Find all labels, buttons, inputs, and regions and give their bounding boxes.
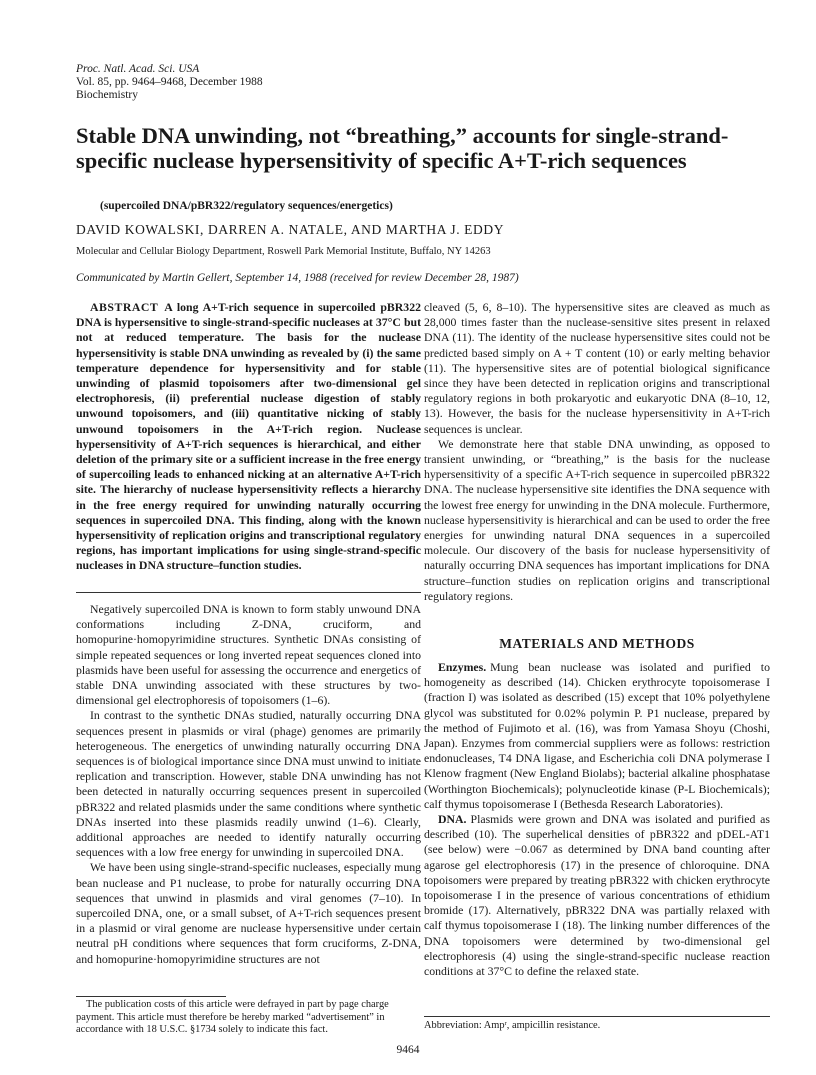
- body-paragraph: We demonstrate here that stable DNA unwinding, as opposed to transient unwinding, or “breathing,” is the basis for the nuclease hypersensitivity of a specific A+T-rich sequence in supercoiled pBR322 DNA. The nuclease hypersensitive site identifies the DNA sequence with the lowest free energy for unwinding in the DNA molecule. Furthermore, nuclease hypersensitivity is hierarchical and can be used to order the free energies for unwinding natural DNA sequences in a supercoiled molecule. Our discovery of the basis for nuclease hypersensitivity of naturally occurring DNA sequences has important implications for DNA structure–function studies on replication origins and transcriptional regulatory regions.: [424, 436, 770, 603]
- article-title: Stable DNA unwinding, not “breathing,” accounts for single-strand-specific nuclease hypersensitivity of specific A+T-rich sequences: [76, 123, 729, 173]
- page-number: 9464: [396, 1044, 420, 1056]
- intro-paragraph: In contrast to the synthetic DNAs studied, naturally occurring DNA sequences present in plasmids or viral (phage) genomes are primarily heterogeneous. The energetics of unwinding naturally occurring DNA sequences is of biological importance since DNA must unwind to initiate replication and transcription. However, stable DNA unwinding has not been detected in naturally occurring sequences present in supercoiled pBR322 and related plasmids under the same conditions where synthetic DNAs inserted into these plasmids readily unwind (1–6). Clearly, additional approaches are needed to identify naturally occurring sequences with a low free energy for unwinding in supercoiled DNA.: [76, 708, 421, 860]
- methods-paragraph: [424, 660, 770, 812]
- methods-label: DNA.: [438, 812, 467, 827]
- authors: DAVID KOWALSKI, DARREN A. NATALE, AND MARTHA J. EDDY: [76, 222, 505, 237]
- intro-continued: [424, 300, 770, 604]
- methods-label: Enzymes.: [438, 660, 487, 674]
- methods-section: [424, 660, 770, 979]
- methods-paragraph: [424, 812, 770, 979]
- footnote: [76, 999, 421, 1037]
- journal-section: Biochemistry: [76, 89, 138, 101]
- methods-text: Plasmids were grown and DNA was isolated and purified as described (10). The superhelical densities of pBR322 and pDEL-AT1 (see below) were −0.067 as determined by DNA band counting after agarose gel electrophoresis (17) in the presence of chloroquine. DNA topoisomers were prepared by treating pBR322 with chicken erythrocyte topoisomerase I in the presence of various concentrations of ethidium bromide (17). Alternatively, pBR322 DNA was partially relaxed with calf thymus topoisomerase I (18). The linking number differences of the DNA topoisomers were determined by two-dimensional gel electrophoresis (4) using the single-strand-specific nuclease reaction conditions at 37°C to define the relaxed state.: [424, 812, 770, 979]
- methods-text: Mung bean nuclease was isolated and purified to homogeneity as described (14). Chicken erythrocyte topoisomerase I (fraction I) was isolated as described (15) except that 10% polyethylene glycol was substituted for 0.02% polymin P. P1 nuclease, prepared by the method of Fujimoto et al. (16), was from Yamasa Shoyu (Choshi, Japan). Enzymes from commercial suppliers were as follows: restriction endonucleases, T4 DNA ligase, and Escherichia coli DNA polymerase I Klenow fragment (New England Biolabs); bacterial alkaline phosphatase (Worthington Biochemicals); polynucleotide kinase (P-L Biochemicals); calf thymus topoisomerase I (Bethesda Research Laboratories).: [424, 660, 770, 811]
- section-heading: MATERIALS AND METHODS: [499, 636, 695, 651]
- journal-volume: Vol. 85, pp. 9464–9468, December 1988: [76, 76, 263, 88]
- abstract-label: ABSTRACT: [90, 300, 159, 314]
- abstract: [76, 300, 421, 574]
- journal-name: Proc. Natl. Acad. Sci. USA: [76, 63, 200, 75]
- introduction: [76, 602, 421, 967]
- abbreviation-note: Abbreviation: Ampʳ, ampicillin resistance.: [424, 1020, 601, 1031]
- journal-header: [76, 63, 263, 102]
- communicated-by: Communicated by Martin Gellert, September 14, 1988 (received for review December 28, 1987): [76, 272, 519, 284]
- abstract-divider: [76, 592, 421, 593]
- abbreviation-divider: [424, 1016, 770, 1017]
- footnote-divider: [76, 996, 226, 997]
- intro-paragraph: We have been using single-strand-specific nucleases, especially mung bean nuclease and P1 nuclease, to probe for naturally occurring DNA sequences that unwind in plasmids and viral genomes (7–10). In supercoiled DNA, one, or a small subset, of A+T-rich sequences present in a plasmid or viral genome are nuclease hypersensitive under certain neutral pH conditions where sequences that form cruciforms, Z-DNA, and homopurine·homopyrimidine structures are not: [76, 860, 421, 966]
- footnote-text: The publication costs of this article were defrayed in part by page charge payment. This article must therefore be hereby marked “advertisement” in accordance with 18 U.S.C. §1734 solely to indicate this fact.: [76, 999, 389, 1035]
- abstract-text: A long A+T-rich sequence in supercoiled pBR322 DNA is hypersensitive to single-strand-specific nucleases at 37°C but not at reduced temperature. The basis for the nuclease hypersensitivity is stable DNA unwinding as revealed by (i) the same temperature dependence for hypersensitivity and for stable unwinding of plasmid topoisomers after two-dimensional gel electrophoresis, (ii) preferential nuclease digestion of stably unwound topoisomers, and (iii) quantitative nicking of stably unwound topoisomers in the A+T-rich region. Nuclease hypersensitivity of A+T-rich sequences is hierarchical, and either deletion of the primary site or a sufficient increase in the free energy of supercoiling leads to enhanced nicking at an alternative A+T-rich site. The hierarchy of nuclease hypersensitivity reflects a hierarchy in the free energy required for unwinding naturally occurring sequences in supercoiled DNA. This finding, along with the known hypersensitivity of replication origins and transcriptional regulatory regions, has important implications for using single-strand-specific nucleases in DNA structure–function studies.: [76, 300, 421, 573]
- keywords: (supercoiled DNA/pBR322/regulatory sequences/energetics): [100, 200, 393, 212]
- affiliation: Molecular and Cellular Biology Department, Roswell Park Memorial Institute, Buffalo, NY 14263: [76, 246, 491, 257]
- intro-paragraph: Negatively supercoiled DNA is known to form stably unwound DNA conformations including Z-DNA, cruciform, and homopurine·homopyrimidine structures. Synthetic DNAs consisting of simple repeated sequences or long inverted repeat sequences cloned into plasmids have been useful for assessing the occurrence and energetics of stable DNA unwinding associated with these structures by two-dimensional gel electrophoresis of topoisomers (1–6).: [76, 602, 421, 708]
- body-paragraph: cleaved (5, 6, 8–10). The hypersensitive sites are cleaved as much as 28,000 times faster than the nuclease-sensitive sites present in relaxed DNA (11). The identity of the nuclease hypersensitive sites could not be predicted based simply on A + T content (10) or early melting behavior (11). The hypersensitive sites are of potential biological significance since they have been detected in replication origins and transcriptional regulatory regions in both prokaryotic and eukaryotic DNA (8–10, 12, 13). However, the basis for the nuclease hypersensitivity in A+T-rich sequences is unclear.: [424, 300, 770, 436]
